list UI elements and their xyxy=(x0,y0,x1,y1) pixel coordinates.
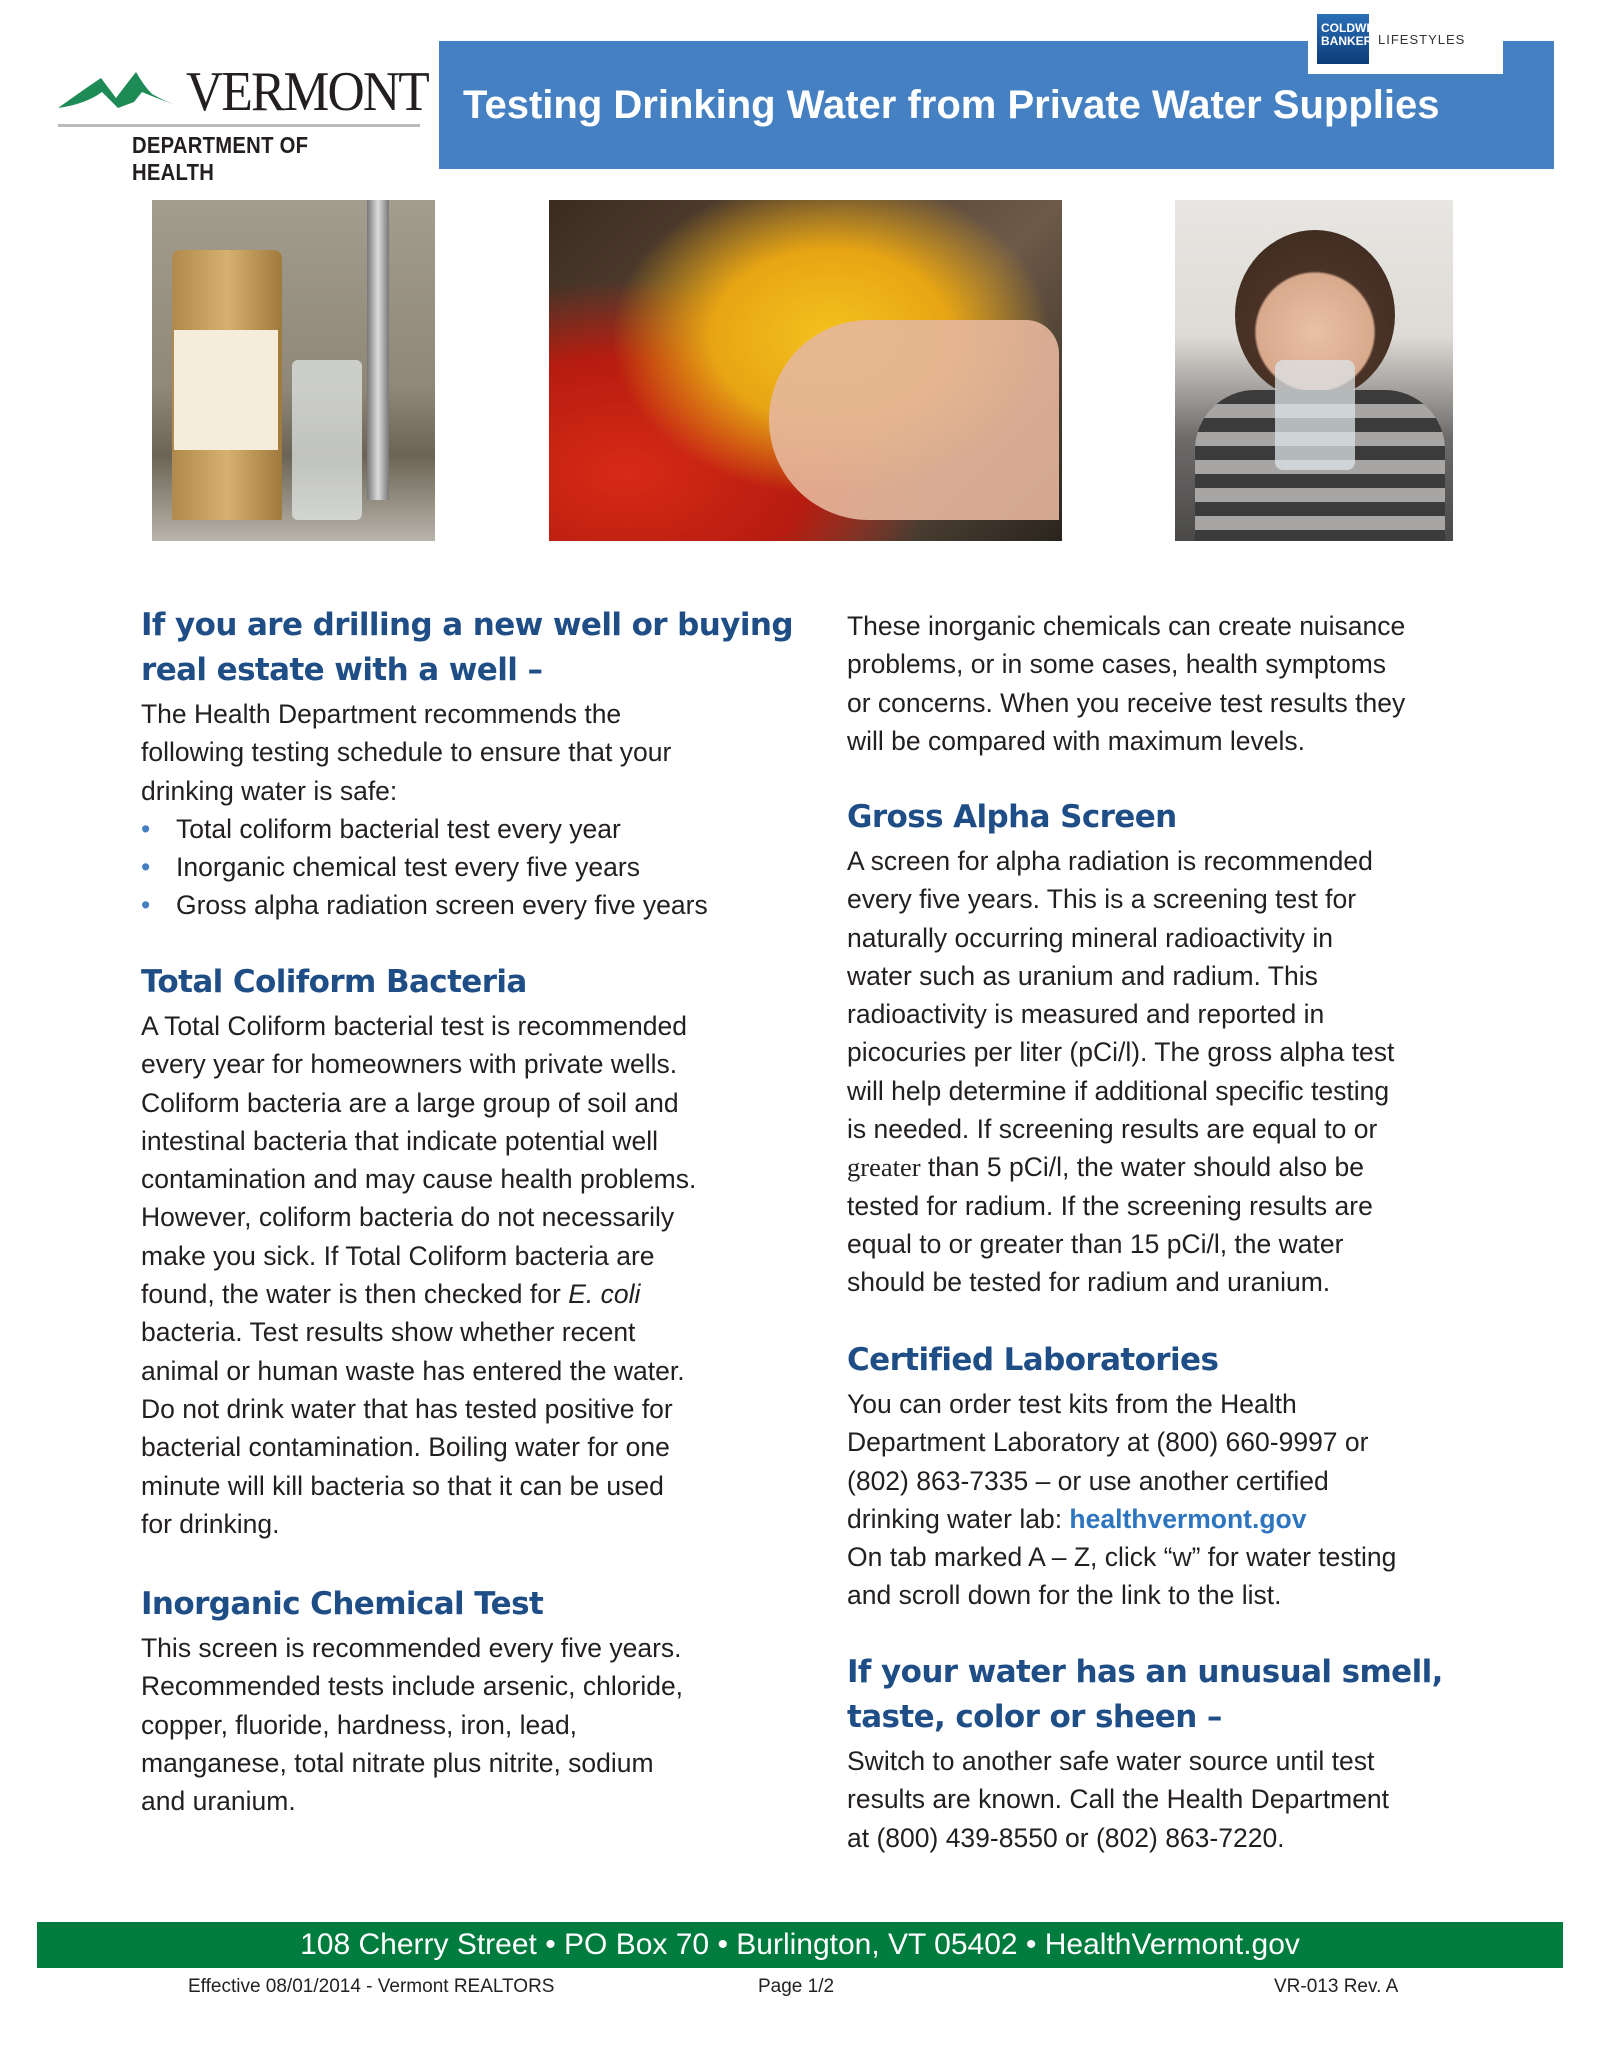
section xyxy=(141,960,696,1543)
section-heading: If your water has an unusual smell, xyxy=(847,1654,1443,1690)
body-line: tested for radium. If the screening results are xyxy=(847,1190,1373,1221)
text-segment: than 5 pCi/l, the water should also be xyxy=(920,1152,1364,1183)
bullet-item: • Inorganic chemical test every five years xyxy=(141,848,793,886)
partner-logo xyxy=(1308,12,1503,74)
body-line: picocuries per liter (pCi/l). The gross alpha test xyxy=(847,1037,1395,1068)
body-line: bacteria. Test results show whether recent xyxy=(141,1317,636,1348)
partner-logo-suffix: LIFESTYLES xyxy=(1378,32,1466,47)
footer-page-number: Page 1/2 xyxy=(758,1976,835,1997)
body-line: manganese, total nitrate plus nitrite, sodium xyxy=(141,1747,654,1778)
body-line: This screen is recommended every five years. xyxy=(141,1633,682,1663)
logo-divider xyxy=(58,124,420,127)
vermont-health-logo xyxy=(56,60,428,185)
body-line: or concerns. When you receive test results they xyxy=(847,687,1406,718)
body-line: minute will kill bacteria so that it can be used xyxy=(141,1470,664,1501)
body-line: make you sick. If Total Coliform bacteria are xyxy=(141,1240,655,1271)
partner-logo-mark: COLDWELL BANKER xyxy=(1317,14,1369,64)
body-line: should be tested for radium and uranium. xyxy=(847,1267,1331,1298)
body-line: intestinal bacteria that indicate potential well xyxy=(141,1125,659,1156)
body-line: radioactivity is measured and reported in xyxy=(847,999,1325,1030)
body-line: naturally occurring mineral radioactivity in xyxy=(847,922,1334,953)
body-line: drinking water is safe: xyxy=(141,775,398,806)
section-heading: real estate with a well – xyxy=(141,652,543,688)
body-line: for drinking. xyxy=(141,1508,280,1539)
body-line xyxy=(141,1275,696,1313)
mountain-logo-icon xyxy=(56,68,186,118)
body-line: A Total Coliform bacterial test is recommended xyxy=(141,1011,687,1041)
page-title: Testing Drinking Water from Private Water Supplies xyxy=(463,83,1440,127)
body-line: every year for homeowners with private wells. xyxy=(141,1049,678,1080)
bullet-item: • Gross alpha radiation screen every five years xyxy=(141,886,793,924)
body-line: every five years. This is a screening test for xyxy=(847,884,1357,915)
healthvermont-link[interactable]: healthvermont.gov xyxy=(1069,1503,1307,1534)
body-line: and scroll down for the link to the list. xyxy=(847,1580,1282,1611)
logo-name: VERMONT xyxy=(186,61,428,123)
body-line: (802) 863-7335 – or use another certified xyxy=(847,1465,1329,1496)
body-line: copper, fluoride, hardness, iron, lead, xyxy=(141,1709,578,1740)
bullet-item: • Total coliform bacterial test every year xyxy=(141,810,793,848)
body-line: following testing schedule to ensure that your xyxy=(141,737,672,768)
body-line: water such as uranium and radium. This xyxy=(847,960,1318,991)
body-line: The Health Department recommends the xyxy=(141,699,622,729)
section-heading: Total Coliform Bacteria xyxy=(141,964,527,1000)
text-segment: E. coli xyxy=(568,1279,641,1310)
text-segment: found, the water is then checked for xyxy=(141,1279,569,1310)
section xyxy=(847,1338,1396,1615)
body-line: is needed. If screening results are equal to or xyxy=(847,1114,1378,1145)
section xyxy=(847,607,1405,760)
logo-department: DEPARTMENT OF HEALTH xyxy=(132,132,309,185)
body-line: problems, or in some cases, health symptoms xyxy=(847,649,1387,680)
body-line: results are known. Call the Health Department xyxy=(847,1784,1390,1815)
section xyxy=(141,1582,683,1820)
section xyxy=(141,603,793,925)
photo-washing-pepper xyxy=(549,200,1062,541)
body-line: animal or human waste has entered the water. xyxy=(141,1355,685,1386)
body-line: Coliform bacteria are a large group of soil and xyxy=(141,1087,679,1118)
body-line: at (800) 439-8550 or (802) 863-7220. xyxy=(847,1822,1285,1853)
footer-address-bar: 108 Cherry Street • PO Box 70 • Burlington, VT 05402 • HealthVermont.gov xyxy=(37,1922,1563,1968)
section xyxy=(847,1650,1443,1857)
body-line xyxy=(847,1500,1396,1538)
body-line: These inorganic chemicals can create nuisance xyxy=(847,611,1406,641)
body-line: However, coliform bacteria do not necessarily xyxy=(141,1202,675,1233)
body-line: Switch to another safe water source until test xyxy=(847,1746,1375,1776)
body-line: will help determine if additional specific testing xyxy=(847,1075,1390,1106)
body-line: and uranium. xyxy=(141,1786,296,1817)
section-heading: taste, color or sheen – xyxy=(847,1699,1222,1735)
body-line: bacterial contamination. Boiling water for one xyxy=(141,1432,670,1463)
body-line: Recommended tests include arsenic, chloride, xyxy=(141,1671,684,1702)
section-heading: Inorganic Chemical Test xyxy=(141,1586,544,1622)
body-line xyxy=(847,1148,1394,1186)
body-line: Department Laboratory at (800) 660-9997 or xyxy=(847,1427,1369,1458)
text-segment: greater xyxy=(847,1152,921,1183)
body-line: equal to or greater than 15 pCi/l, the water xyxy=(847,1228,1344,1259)
body-line: A screen for alpha radiation is recommended xyxy=(847,846,1373,876)
footer-revision: VR-013 Rev. A xyxy=(1274,1976,1399,1997)
photo-child-drinking-water xyxy=(1175,200,1453,541)
photo-water-sample-jar xyxy=(152,200,435,541)
body-line: Do not drink water that has tested positive for xyxy=(141,1393,673,1424)
section-heading: Gross Alpha Screen xyxy=(847,799,1177,835)
body-line: will be compared with maximum levels. xyxy=(847,725,1306,756)
footer-effective-date: Effective 08/01/2014 - Vermont REALTORS xyxy=(188,1976,555,1997)
body-line: contamination and may cause health problems. xyxy=(141,1164,697,1195)
text-segment: drinking water lab: xyxy=(847,1503,1070,1534)
body-line: On tab marked A – Z, click “w” for water testing xyxy=(847,1542,1397,1573)
section-heading: Certified Laboratories xyxy=(847,1342,1219,1378)
section xyxy=(847,795,1394,1302)
section-heading: If you are drilling a new well or buying xyxy=(141,607,793,643)
body-line: You can order test kits from the Health xyxy=(847,1389,1297,1419)
